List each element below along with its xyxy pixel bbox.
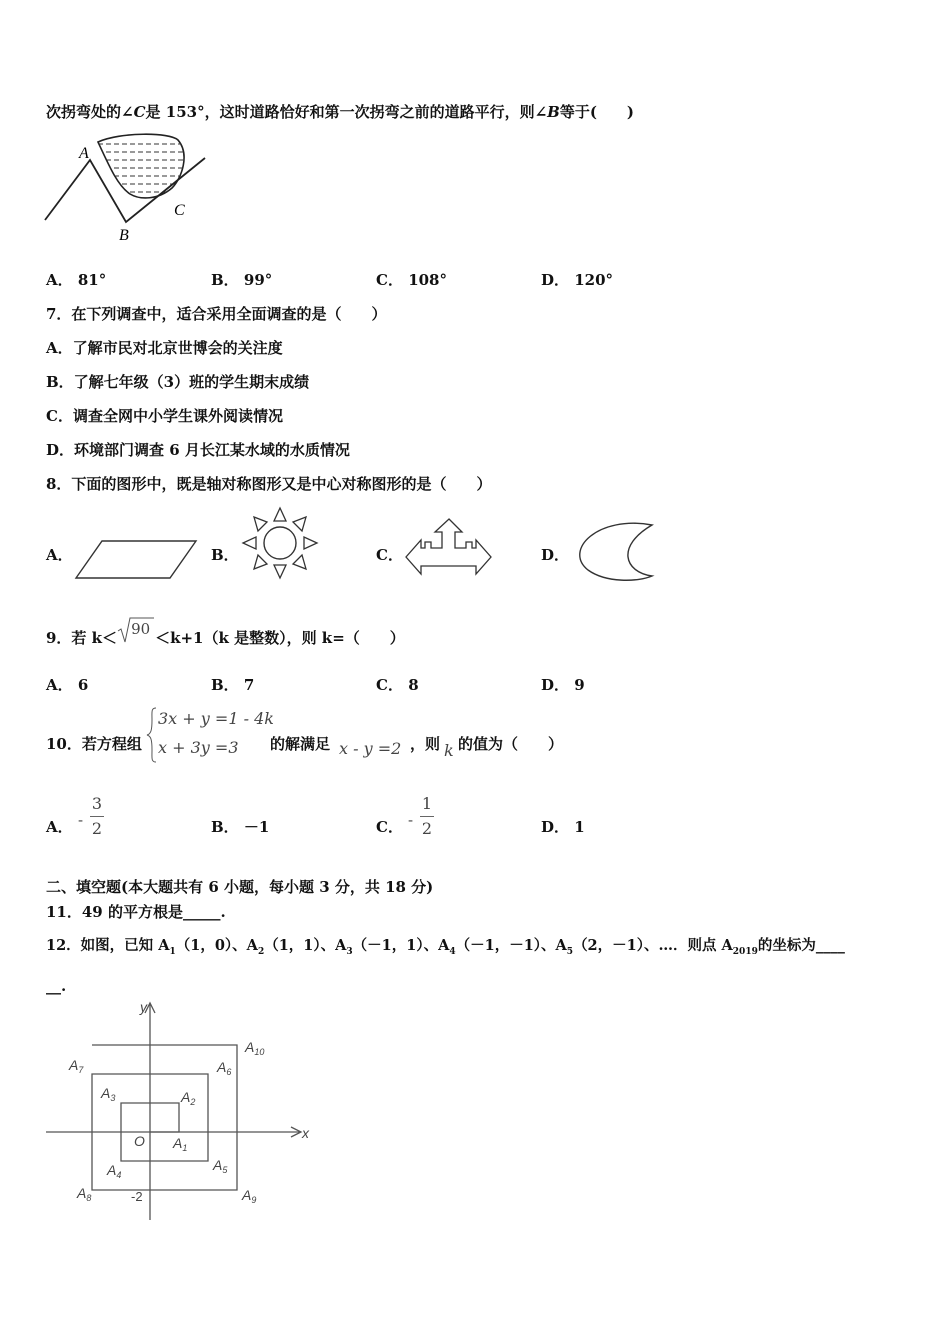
q9-option-a[interactable]: A． 6 xyxy=(46,676,89,694)
q10-stem-then: ，则 xyxy=(410,735,441,753)
label-b: B xyxy=(119,227,129,244)
q9-option-c[interactable]: C． 8 xyxy=(376,676,419,694)
q10-option-a-letter[interactable]: A． xyxy=(46,818,73,836)
q10-condition: x - y =2 xyxy=(339,739,402,758)
q10-option-d[interactable]: D． 1 xyxy=(541,818,585,836)
q10-option-a-fraction-bar xyxy=(90,816,104,817)
q8-stem: 8．下面的图形中，既是轴对称图形又是中心对称图形的是（ ） xyxy=(46,475,492,493)
q10-stem-mid: 的解满足 xyxy=(270,735,331,753)
q9-option-b[interactable]: B． 7 xyxy=(211,676,255,694)
q9-stem-pre: 9．若 k＜ xyxy=(46,629,118,647)
section-2-heading: 二、填空题(本大题共有 6 小题，每小题 3 分，共 18 分) xyxy=(46,878,434,896)
q6-stem-pre: 次拐弯处的 xyxy=(46,103,122,121)
q10-option-b[interactable]: B． －1 xyxy=(211,818,270,836)
parallelogram-shape xyxy=(74,538,200,582)
q10-option-c-fraction-bar xyxy=(420,816,434,817)
q12-spiral-figure xyxy=(40,998,320,1226)
q10-option-c-letter[interactable]: C． xyxy=(376,818,403,836)
q6-angle-c: ∠C xyxy=(121,103,146,121)
q7-option-d[interactable]: D．环境部门调查 6 月长江某水域的水质情况 xyxy=(46,441,350,459)
q6-stem-post: 等于( ) xyxy=(559,103,635,121)
q10-option-a-den: 2 xyxy=(91,819,103,838)
q6-option-b[interactable]: B． 99° xyxy=(211,271,273,289)
q10-option-c-sign: - xyxy=(408,811,414,829)
label-a7: $A_7$ xyxy=(69,1057,84,1075)
q8-option-d[interactable]: D． xyxy=(541,546,570,564)
q9-stem-post: ＜k+1（k 是整数），则 k=（ ） xyxy=(155,629,405,647)
sqrt-90 xyxy=(117,620,155,648)
q10-var-k: k xyxy=(444,741,454,760)
label-a10: $A_{10}$ xyxy=(245,1039,265,1057)
q12-stem-line2: __. xyxy=(46,977,67,995)
q8-option-c[interactable]: C． xyxy=(376,546,403,564)
q6-stem xyxy=(46,102,634,122)
label-a9: $A_9$ xyxy=(242,1187,257,1205)
label-a5: $A_5$ xyxy=(213,1157,228,1175)
minus-two-label: -2 xyxy=(131,1189,143,1204)
label-a3: $A_3$ xyxy=(101,1085,116,1103)
q6-option-a[interactable]: A． 81° xyxy=(46,271,107,289)
label-a: A xyxy=(79,145,89,162)
q7-stem: 7．在下列调查中，适合采用全面调查的是（ ） xyxy=(46,305,387,323)
x-label: x xyxy=(302,1125,309,1141)
q8-option-a[interactable]: A． xyxy=(46,546,73,564)
y-label: y xyxy=(140,999,147,1015)
label-a2: $A_2$ xyxy=(181,1089,196,1107)
q7-option-c[interactable]: C．调查全网中小学生课外阅读情况 xyxy=(46,407,283,425)
q6-road-figure xyxy=(40,128,220,248)
label-a4: $A_4$ xyxy=(107,1162,122,1180)
q12-stem: 12．如图，已知 $A_1(1$，0）、$A_2(1$，1）、$A_3(-1$，1）、$A_4(-1$，－1）、$A_5(2$，－1）、…．则点 $A_{2019}$的坐标为____ xyxy=(46,937,845,957)
q10-option-a-num: 3 xyxy=(91,794,103,813)
system-eq2: x + 3y =3 xyxy=(158,738,239,757)
radicand: 90 xyxy=(131,620,151,638)
system-eq1: 3x + y =1 - 4k xyxy=(158,709,274,728)
crescent-shape xyxy=(568,520,658,584)
q10-stem-pre: 10．若方程组 xyxy=(46,735,142,753)
label-a1: $A_1$ xyxy=(173,1135,188,1153)
q10-option-c-num: 1 xyxy=(421,794,433,813)
q10-stem-post: 的值为（ ） xyxy=(458,735,564,753)
q8-option-b[interactable]: B． xyxy=(211,546,239,564)
q6-stem-mid: 是 153°，这时道路恰好和第一次拐弯之前的道路平行，则 xyxy=(145,103,535,121)
label-a8: $A_8$ xyxy=(77,1185,92,1203)
q6-option-d[interactable]: D． 120° xyxy=(541,271,614,289)
label-c: C xyxy=(174,202,185,219)
sun-shape xyxy=(240,506,320,586)
q9-option-d[interactable]: D． 9 xyxy=(541,676,585,694)
label-a6: $A_6$ xyxy=(217,1059,232,1077)
q11-stem: 11．49 的平方根是_____. xyxy=(46,903,226,921)
three-way-arrow-shape xyxy=(404,516,494,582)
q6-angle-b: ∠B xyxy=(534,103,560,121)
q6-option-c[interactable]: C． 108° xyxy=(376,271,447,289)
system-brace xyxy=(146,706,158,764)
q7-option-a[interactable]: A．了解市民对北京世博会的关注度 xyxy=(46,339,283,357)
origin-label: O xyxy=(134,1133,145,1149)
q10-option-c-den: 2 xyxy=(421,819,433,838)
q7-option-b[interactable]: B．了解七年级（3）班的学生期末成绩 xyxy=(46,373,310,391)
q9-stem xyxy=(46,620,405,648)
q10-option-a-sign: - xyxy=(78,811,84,829)
